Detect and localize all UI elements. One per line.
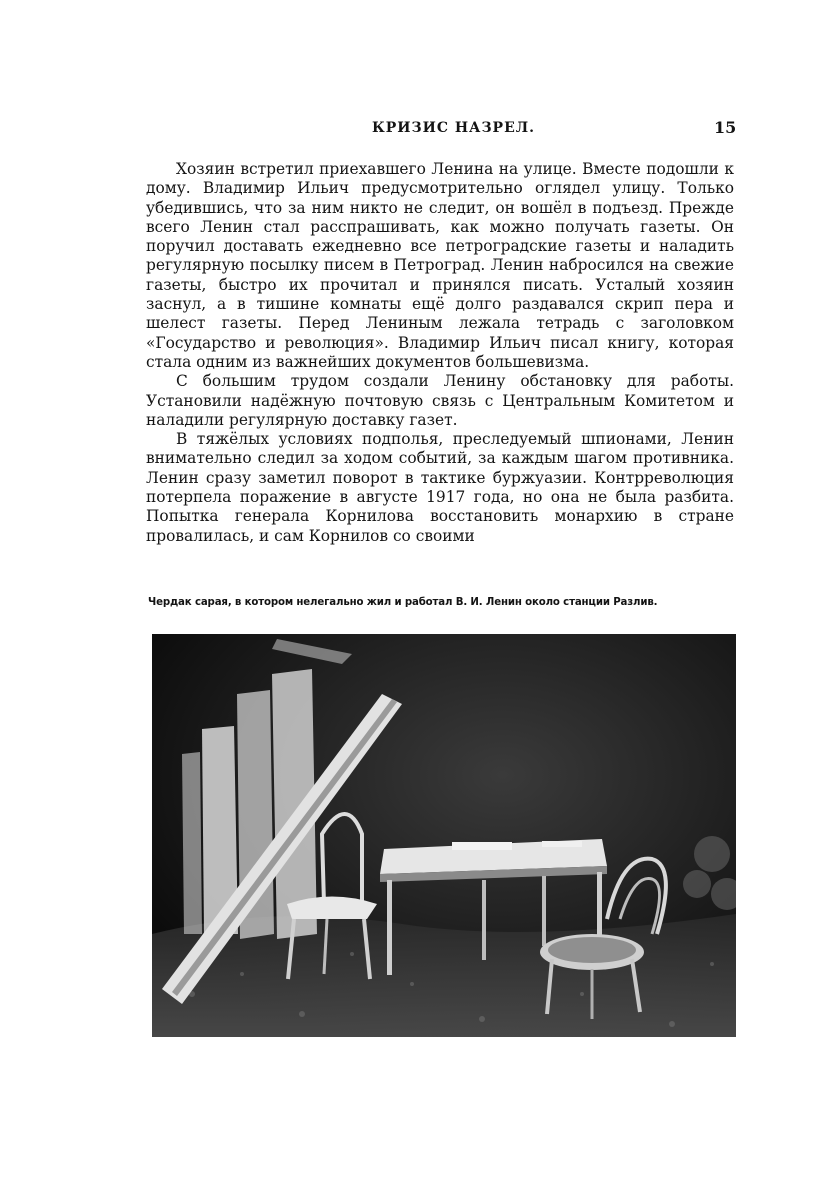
page-number: 15 [714,118,737,137]
photo-attic-table-chairs-icon [152,634,736,1037]
body-text [146,160,734,546]
running-header: КРИЗИС НАЗРЕЛ. [372,120,536,136]
paragraph-2: С большим трудом создали Ленину обстановку для работы. Установили надёжную почтовую связь с Центральным Комитетом и наладили регулярную доставку газет. [146,372,734,429]
paragraph-1: Хозяин встретил приехавшего Ленина на улице. Вместе подошли к дому. Владимир Ильич предусмотрительно оглядел улицу. Только убедившись, что за ним никто не следит, он вошёл в подъезд. Прежде всего Ленин стал расспрашивать, как можно получать газеты. Он поручил доставать ежедневно все петроградские газеты и наладить регулярную посылку писем в Петроград. Ленин набросился на свежие газеты, быстро их прочитал и принялся писать. Усталый хозяин заснул, а в тишине комнаты ещё долго раздавался скрип пера и шелест газеты. Перед Лениным лежала тетрадь с заголовком «Государство и революция». Владимир Ильич писал книгу, которая стала одним из важнейших документов большевизма. [146,160,734,371]
paragraph-3: В тяжёлых условиях подполья, преследуемый шпионами, Ленин внимательно следил за ходом событий, за каждым шагом противника. Ленин сразу заметил поворот в тактике буржуазии. Контрреволюция потерпела поражение в августе 1917 года, но она не была разбита. Попытка генерала Корнилова восстановить монархию в стране провалилась, и сам Корнилов со своими [146,430,734,545]
figure-caption: Чердак сарая, в котором нелегально жил и работал В. И. Ленин около станции Разлив. [148,597,658,608]
photo-illustration [152,634,736,1037]
